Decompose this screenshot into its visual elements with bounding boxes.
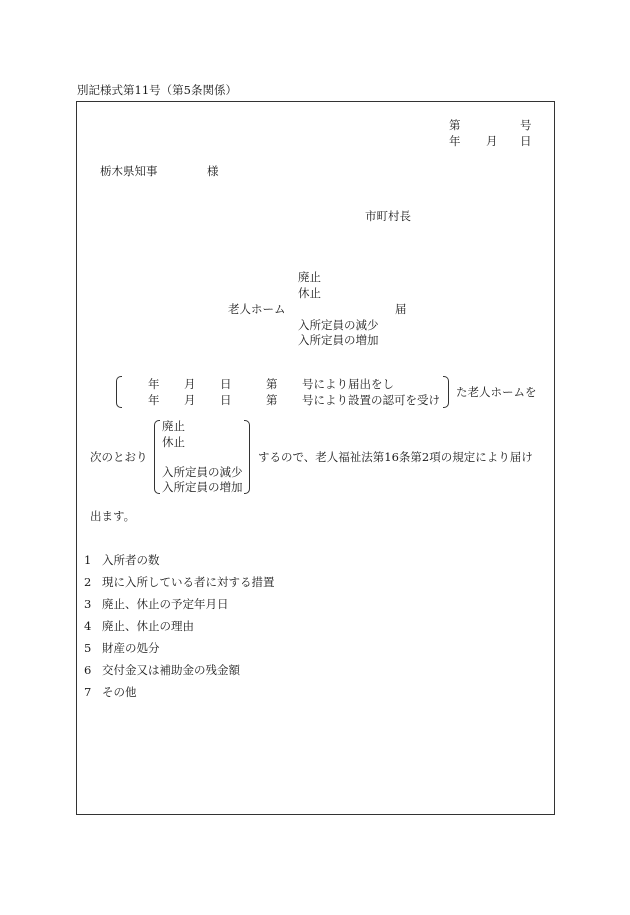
- reference-line2-year: 年: [148, 393, 160, 407]
- reference-line2-day: 日: [220, 393, 232, 407]
- reference-line2-month: 月: [184, 393, 196, 407]
- list-item-text: 廃止、休止の理由: [102, 619, 194, 633]
- title-suffix: 届: [395, 302, 407, 316]
- date-day: 日: [520, 134, 532, 148]
- list-item: [84, 621, 194, 633]
- list-item-number: 3: [84, 597, 92, 611]
- list-item: [84, 555, 160, 567]
- list-item: [84, 665, 240, 677]
- title-subject: 老人ホーム: [228, 302, 286, 316]
- reference-bracket-left: [116, 376, 122, 408]
- list-item-text: その他: [102, 685, 137, 699]
- reference-line2-tail: 号により設置の認可を受け: [302, 393, 440, 407]
- body-end: 出ます。: [90, 509, 136, 523]
- list-item-number: 2: [84, 575, 92, 589]
- reference-line1-day: 日: [220, 377, 232, 391]
- list-item: [84, 577, 275, 589]
- sender-title: 市町村長: [365, 209, 411, 223]
- list-item-number: 7: [84, 685, 92, 699]
- body-suffix: するので、老人福祉法第16条第2項の規定により届け: [258, 450, 533, 464]
- date-year: 年: [449, 134, 461, 148]
- list-item: [84, 599, 229, 611]
- reference-line2-dai: 第: [266, 393, 278, 407]
- list-item-number: 5: [84, 641, 92, 655]
- body-option-kyushi: 休止: [162, 435, 185, 449]
- body-prefix: 次のとおり: [90, 450, 148, 464]
- list-item-number: 4: [84, 619, 92, 633]
- addressee-name: 栃木県知事: [100, 164, 158, 178]
- title-option-teiin-zouka: 入所定員の増加: [298, 333, 379, 347]
- reference-line1-month: 月: [184, 377, 196, 391]
- date-month: 月: [486, 134, 498, 148]
- addressee-honorific: 様: [207, 164, 219, 178]
- reference-bracket-right: [443, 376, 449, 408]
- doc-number-dai: 第: [449, 118, 461, 132]
- form-header: 別記様式第11号（第5条関係）: [77, 83, 237, 97]
- list-item-number: 1: [84, 553, 92, 567]
- reference-line1-tail: 号により届出をし: [302, 377, 394, 391]
- title-option-kyushi: 休止: [298, 286, 321, 300]
- list-item-text: 廃止、休止の予定年月日: [102, 597, 229, 611]
- body-bracket-right: [244, 420, 250, 494]
- list-item: [84, 643, 160, 655]
- title-option-haishi: 廃止: [298, 270, 321, 284]
- body-bracket-left: [154, 420, 160, 494]
- list-item-text: 財産の処分: [102, 641, 160, 655]
- list-item-text: 交付金又は補助金の残金額: [102, 663, 240, 677]
- reference-suffix: た老人ホームを: [456, 385, 537, 399]
- body-option-teiin-zouka: 入所定員の増加: [162, 480, 243, 494]
- title-option-teiin-genshou: 入所定員の減少: [298, 318, 379, 332]
- body-option-haishi: 廃止: [162, 419, 185, 433]
- list-item-number: 6: [84, 663, 92, 677]
- body-option-teiin-genshou: 入所定員の減少: [162, 465, 243, 479]
- doc-number-go: 号: [520, 118, 532, 132]
- reference-line1-dai: 第: [266, 377, 278, 391]
- reference-line1-year: 年: [148, 377, 160, 391]
- list-item-text: 現に入所している者に対する措置: [102, 575, 275, 589]
- list-item-text: 入所者の数: [102, 553, 160, 567]
- list-item: [84, 687, 137, 699]
